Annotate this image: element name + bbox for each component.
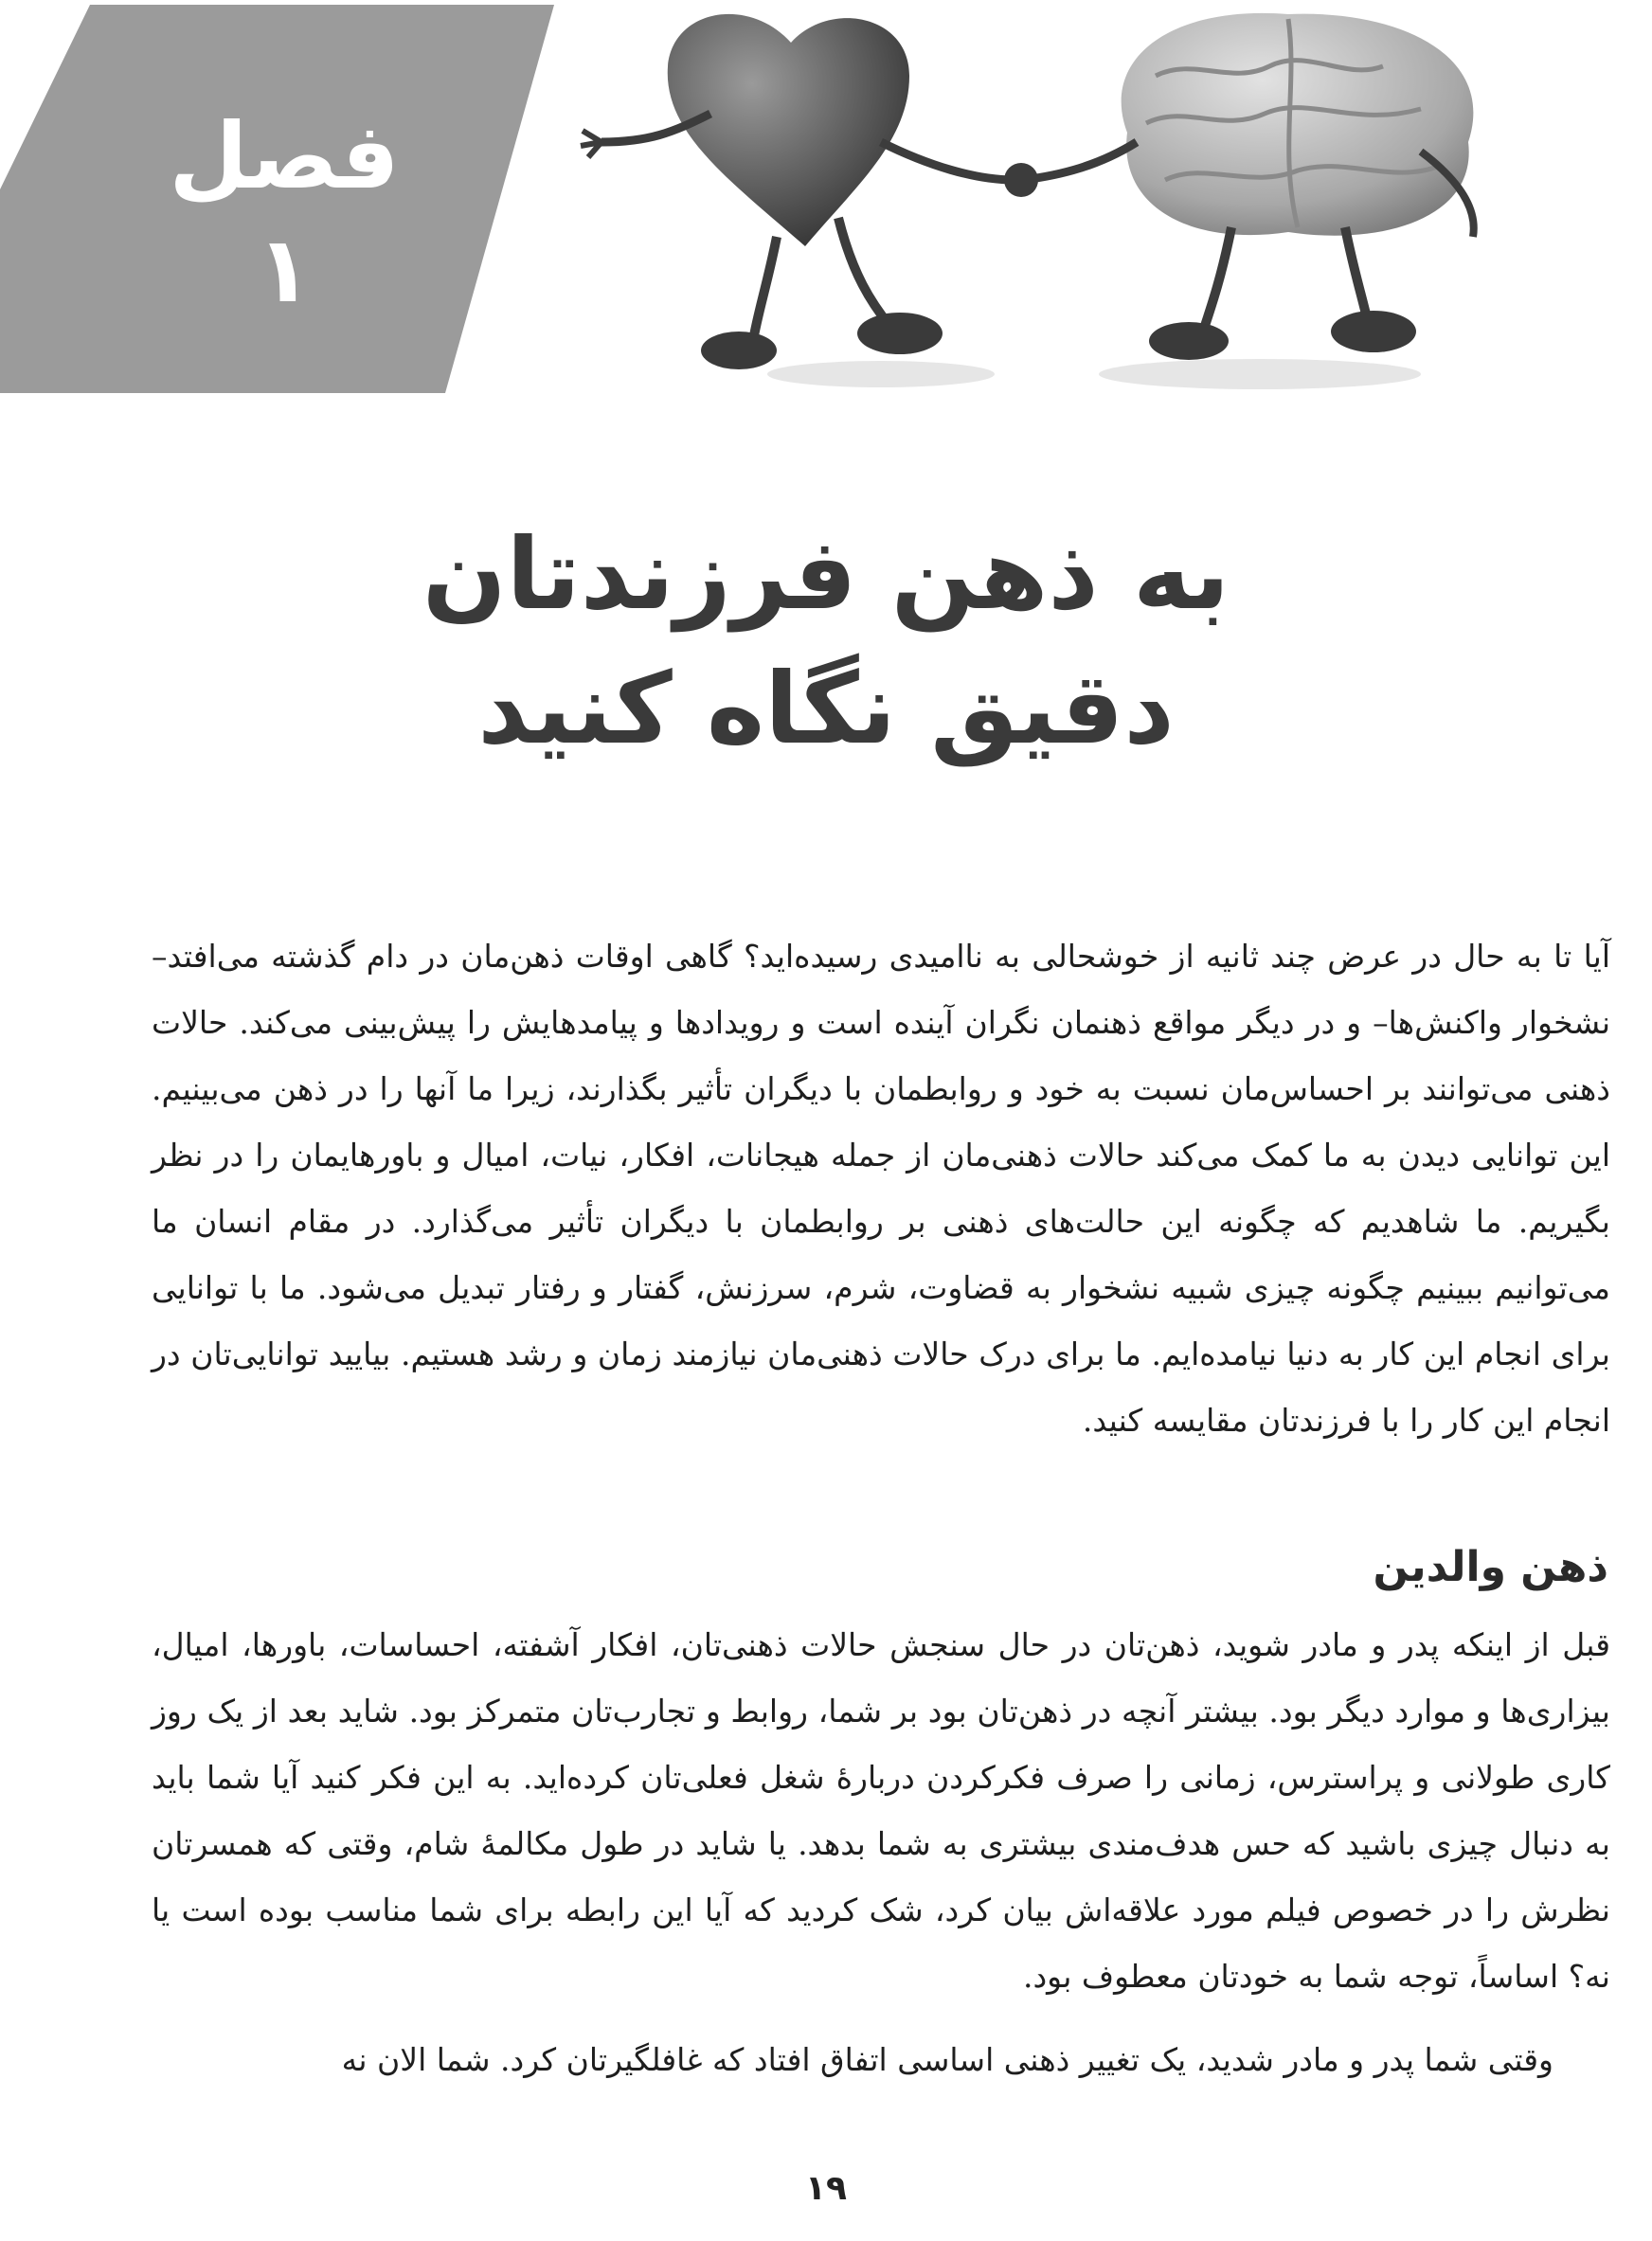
- chapter-title: [0, 507, 1652, 776]
- paragraph: آیا تا به حال در عرض چند ثانیه از خوشحالی به ناامیدی رسیده‌اید؟ گاهی اوقات ذهن‌مان در دام گذشته می‌افتد– نشخوار واکنش‌ها– و در دیگر مواقع ذهنمان نگران آینده است و رویدادها و پیامدهایش را پیش‌بینی می‌کند. حالات ذهنی می‌توانند بر احساس‌مان نسبت به خود و روابطمان با دیگران تأثیر بگذارند، زیرا ما آنها را در ذهن می‌بینیم. این توانایی دیدن به ما کمک می‌کند حالات ذهنی‌مان از جمله هیجانات، افکار، نیات، امیال و باورهایمان را در نظر بگیریم. ما شاهدیم که چگونه این حالت‌های ذهنی بر روابطمان با دیگران تأثیر می‌گذارد. در مقام انسان ما می‌توانیم ببینیم چگونه چیزی شبیه نشخوار به قضاوت، شرم، سرزنش، گفتار و رفتار تبدیل می‌شود. ما با توانایی برای انجام این کار به دنیا نیامده‌ایم. ما برای درک حالات ذهنی‌مان نیازمند زمان و رشد هستیم. بیایید توانایی‌تان در انجام این کار را با فرزندتان مقایسه کنید.: [152, 938, 1610, 1439]
- chapter-label: [142, 99, 426, 327]
- brain-character: [1004, 13, 1474, 389]
- paragraph: وقتی شما پدر و مادر شدید، یک تغییر ذهنی اساسی اتفاق افتاد که غافلگیرتان کرد. شما الان نه: [341, 2041, 1553, 2078]
- section-heading: ذهن والدین: [1373, 1543, 1608, 1591]
- chapter-word: فصل: [169, 103, 400, 209]
- heart-and-brain-illustration: [568, 0, 1652, 407]
- section-text-continued: [152, 2027, 1610, 2093]
- title-line-2: دقیق نگاه کنید: [477, 651, 1175, 766]
- heart-character: [581, 14, 1014, 387]
- paragraph: قبل از اینکه پدر و مادر شوید، ذهن‌تان در حال سنجش حالات ذهنی‌تان، افکار آشفته، احساسات، باورها، امیال، بیزاری‌ها و موارد دیگر بود. بیشتر آنچه در ذهن‌تان بود بر شما، روابط و تجارب‌تان متمرکز بود. شاید بعد از یک روز کاری طولانی و پراسترس، زمانی را صرف فکرکردن دربارهٔ شغل فعلی‌تان کرده‌اید. به این فکر کنید آیا شما باید به دنبال چیزی باشید که حس هدف‌مندی بیشتری به شما بدهد. یا شاید در طول مکالمهٔ شام، وقتی که همسرتان نظرش را در خصوص فیلم مورد علاقه‌اش بیان کرد، شک کردید که آیا این رابطه برای شما مناسب بوده است یا نه؟ اساساً، توجه شما به خودتان معطوف بود.: [152, 1626, 1610, 1995]
- title-line-1: به ذهن فرزندتان: [422, 516, 1230, 632]
- page-number: ۱۹: [805, 2169, 847, 2208]
- intro-text: [152, 923, 1610, 1454]
- section-text: [152, 1612, 1610, 2010]
- chapter-number: ۱: [256, 217, 313, 323]
